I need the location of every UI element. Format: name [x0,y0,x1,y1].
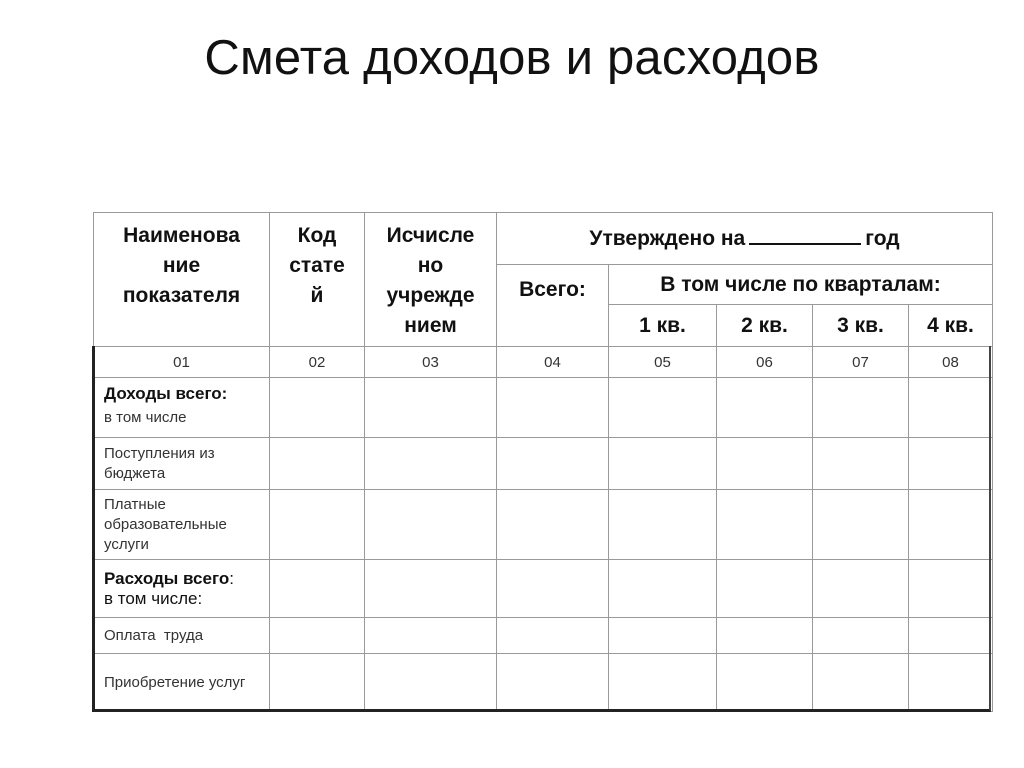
code-cell: 02 [270,347,365,378]
table-cell[interactable] [365,618,497,654]
table-cell[interactable] [497,560,609,618]
table-cell[interactable] [909,654,993,712]
row-label-salary: Оплата труда [94,618,270,654]
row-label-purchase-services: Приобретение услуг [94,654,270,712]
header-total: Всего: [497,265,609,347]
table-cell[interactable] [717,560,813,618]
table-cell[interactable] [909,490,993,560]
code-cell: 06 [717,347,813,378]
table-cell[interactable] [813,438,909,490]
budget-table [93,212,993,712]
table-cell[interactable] [365,560,497,618]
table-cell[interactable] [497,490,609,560]
table-cell[interactable] [365,378,497,438]
table-cell[interactable] [270,618,365,654]
table-cell[interactable] [609,438,717,490]
table-cell[interactable] [813,618,909,654]
table-cell[interactable] [270,490,365,560]
table-cell[interactable] [717,490,813,560]
table-row [94,438,993,490]
table-row [94,560,993,618]
table-cell[interactable] [813,654,909,712]
header-q2: 2 кв. [717,305,813,347]
code-cell: 07 [813,347,909,378]
table-row [94,378,993,438]
column-code-row [94,347,993,378]
table-cell[interactable] [813,378,909,438]
page-title: Смета доходов и расходов [204,31,820,85]
table-cell[interactable] [909,438,993,490]
table-cell[interactable] [813,490,909,560]
header-q3: 3 кв. [813,305,909,347]
header-q1: 1 кв. [609,305,717,347]
table-cell[interactable] [365,654,497,712]
header-calculated-by-institution: Исчисле но учрежде нием [365,213,497,347]
table-cell[interactable] [717,378,813,438]
table-cell[interactable] [365,438,497,490]
header-approved-for-year: Утверждено на год [497,213,993,265]
header-quarters-group: В том числе по кварталам: [609,265,993,305]
row-label-paid-services: Платные образовательные услуги [94,490,270,560]
header-q4: 4 кв. [909,305,993,347]
table-cell[interactable] [717,654,813,712]
code-cell: 04 [497,347,609,378]
table-row [94,490,993,560]
table-cell[interactable] [717,438,813,490]
table-cell[interactable] [717,618,813,654]
row-label-budget-receipts: Поступления из бюджета [94,438,270,490]
table-cell[interactable] [609,618,717,654]
table-cell[interactable] [609,490,717,560]
year-blank-line [749,223,861,245]
table-cell[interactable] [270,378,365,438]
table-cell[interactable] [609,560,717,618]
table-cell[interactable] [609,378,717,438]
table-cell[interactable] [609,654,717,712]
table-cell[interactable] [270,654,365,712]
table-cell[interactable] [270,438,365,490]
code-cell: 05 [609,347,717,378]
header-indicator-name: Наименова ние показателя [94,213,270,347]
table-row [94,654,993,712]
table-cell[interactable] [497,618,609,654]
table-cell[interactable] [909,618,993,654]
code-cell: 01 [94,347,270,378]
header-item-code: Код стате й [270,213,365,347]
table-cell[interactable] [909,560,993,618]
table-cell[interactable] [365,490,497,560]
table-cell[interactable] [497,438,609,490]
table-cell[interactable] [909,378,993,438]
row-label-income-total: Доходы всего: в том числе [94,378,270,438]
code-cell: 08 [909,347,993,378]
table-cell[interactable] [497,654,609,712]
code-cell: 03 [365,347,497,378]
table-row [94,618,993,654]
table-cell[interactable] [813,560,909,618]
table-cell[interactable] [497,378,609,438]
table-cell[interactable] [270,560,365,618]
row-label-expense-total: Расходы всего: в том числе: [94,560,270,618]
